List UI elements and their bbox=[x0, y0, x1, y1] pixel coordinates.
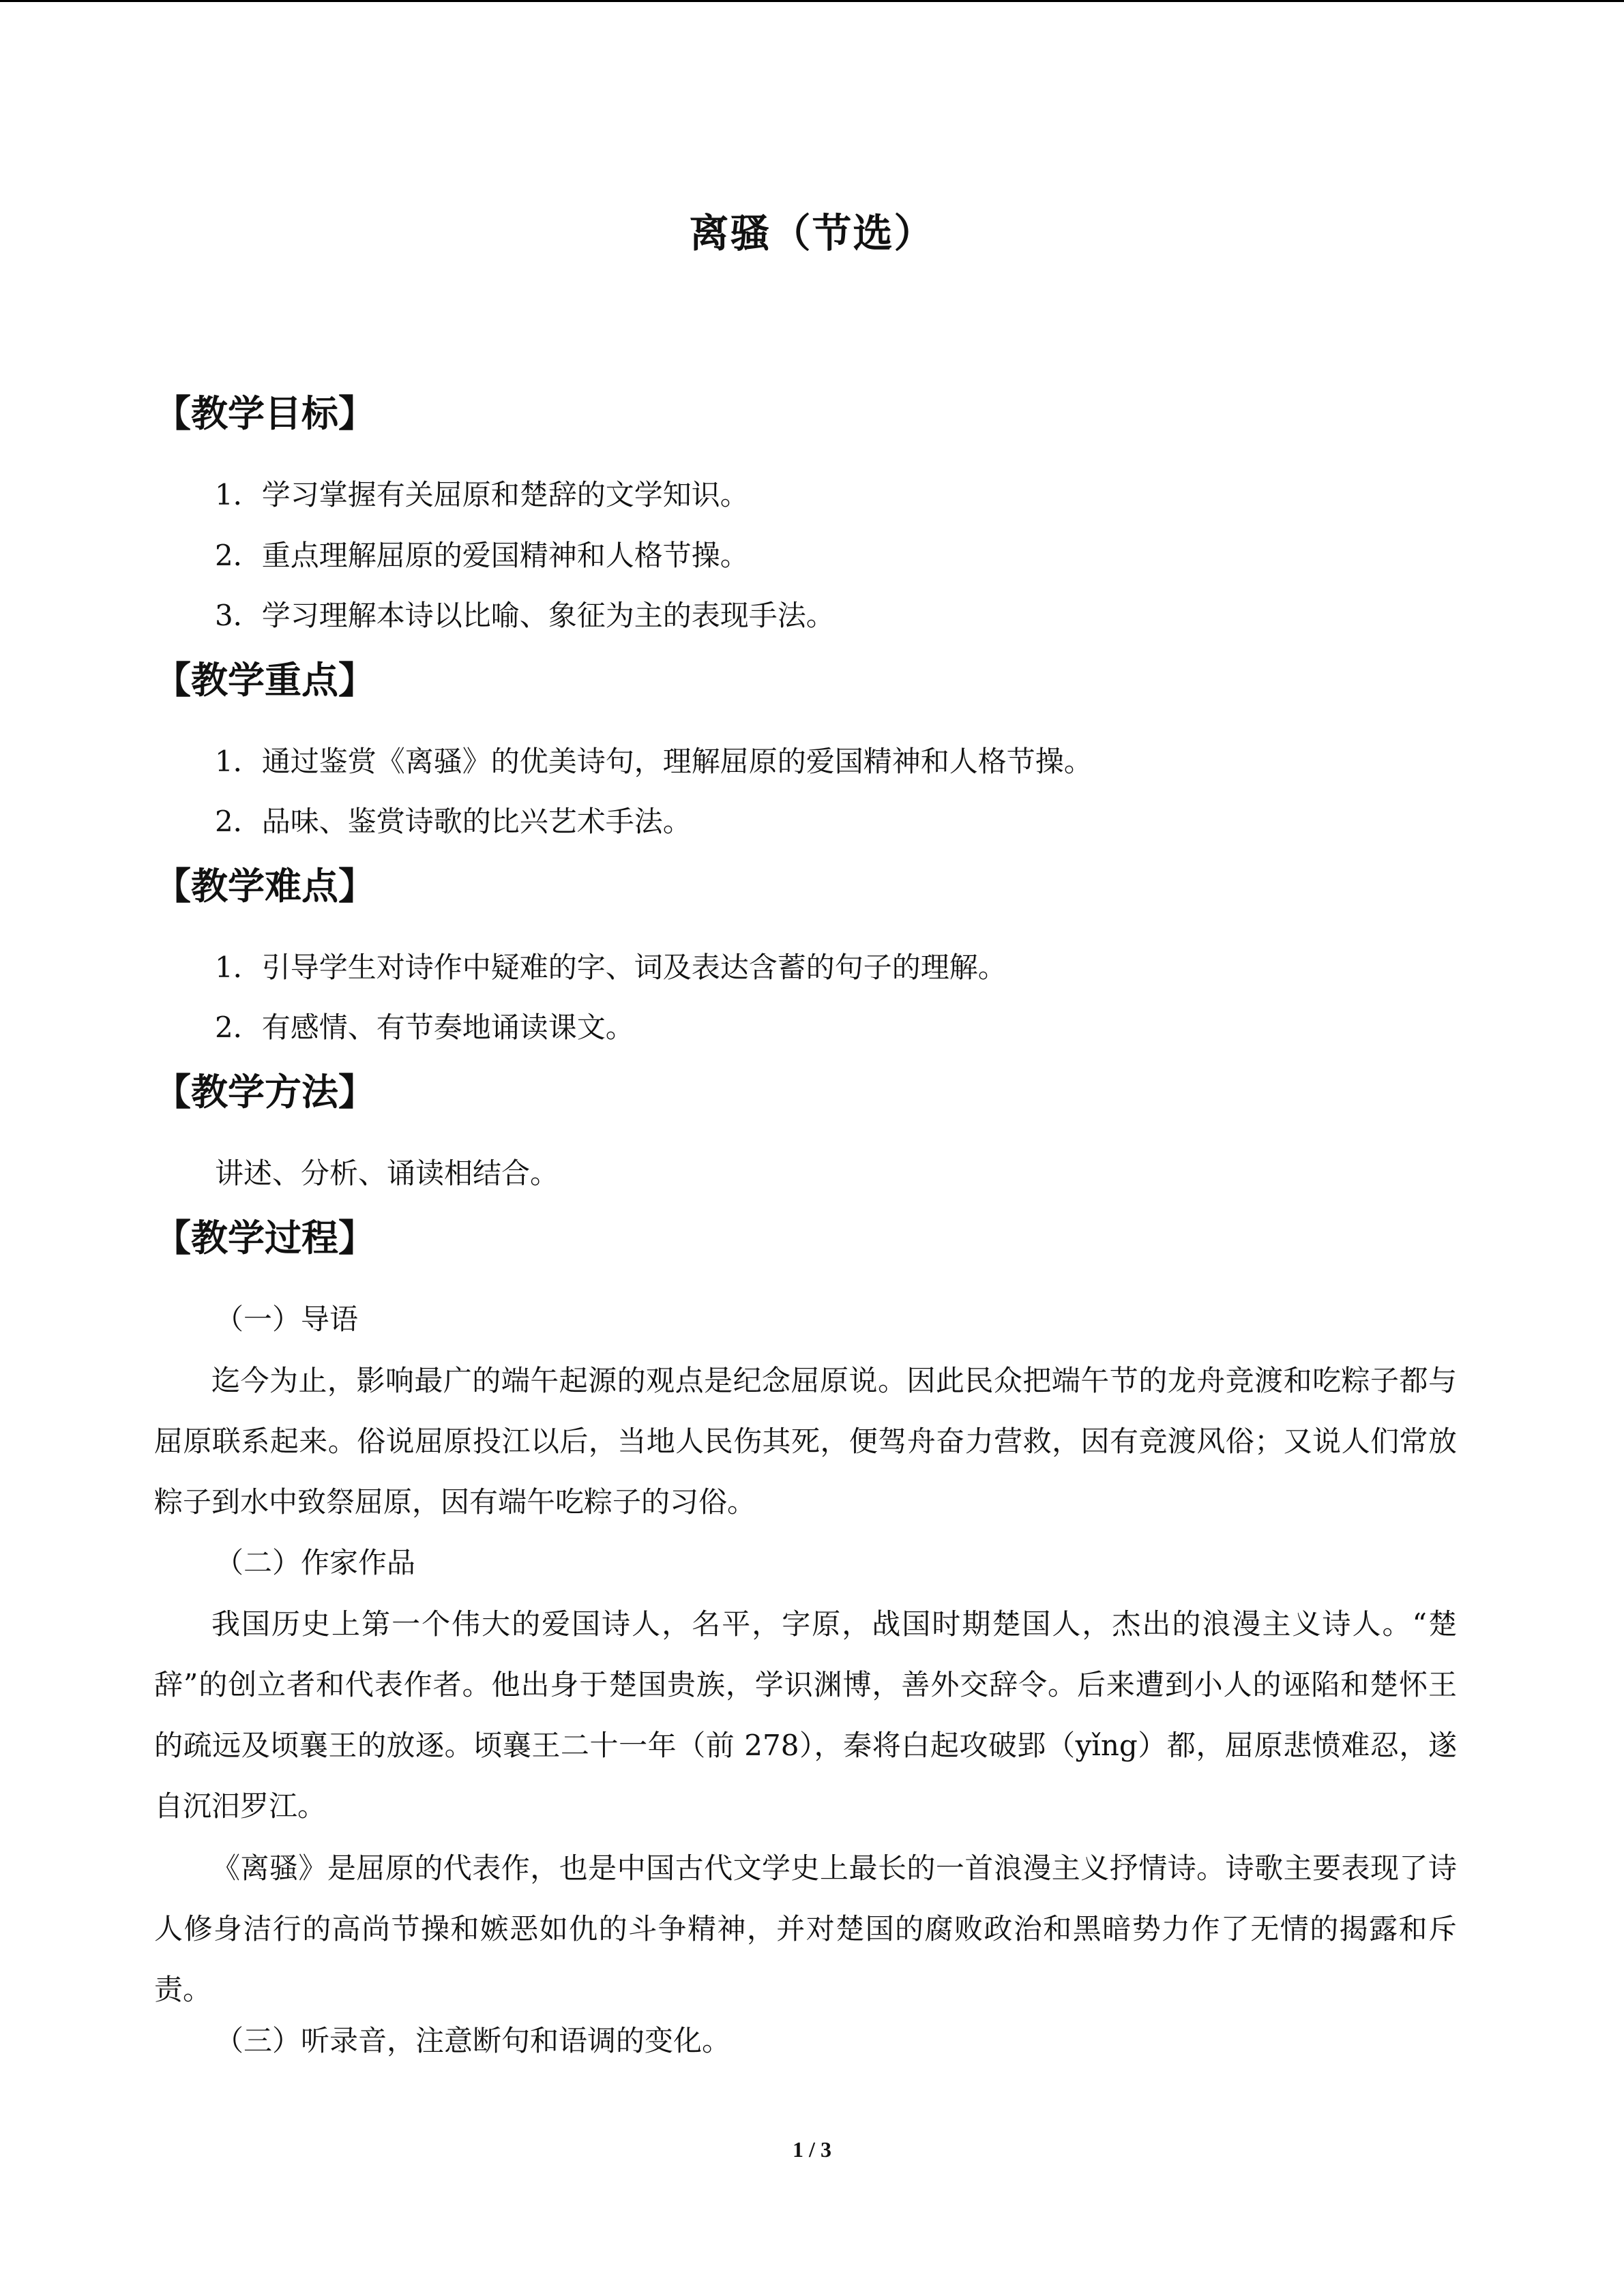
section-heading-difficulties: 【教学难点】 bbox=[154, 865, 375, 908]
process-step-2-paragraph-2: 《离骚》是屈原的代表作，也是中国古代文学史上最长的一首浪漫主义抒情诗。诗歌主要表现了诗人修身洁行的高尚节操和嫉恶如仇的斗争精神，并对楚国的腐败政治和黑暗势力作了无情的揭露和斥责。 bbox=[154, 1851, 1457, 2006]
key-point-item-2: 2．品味、鉴赏诗歌的比兴艺术手法。 bbox=[215, 805, 692, 838]
goal-item-1: 1．学习掌握有关屈原和楚辞的文学知识。 bbox=[215, 478, 749, 511]
section-heading-methods: 【教学方法】 bbox=[154, 1071, 375, 1114]
methods-text: 讲述、分析、诵读相结合。 bbox=[215, 1157, 559, 1190]
top-border-line bbox=[0, 0, 1624, 2]
section-heading-process: 【教学过程】 bbox=[154, 1217, 375, 1259]
page-number: 1 / 3 bbox=[793, 2137, 831, 2162]
goal-item-3: 3．学习理解本诗以比喻、象征为主的表现手法。 bbox=[215, 599, 835, 632]
goal-item-2: 2．重点理解屈原的爱国精神和人格节操。 bbox=[215, 539, 749, 572]
key-point-item-1: 1．通过鉴赏《离骚》的优美诗句，理解屈原的爱国精神和人格节操。 bbox=[215, 745, 1093, 778]
process-step-2-title: （二）作家作品 bbox=[215, 1546, 416, 1579]
process-step-3-title: （三）听录音，注意断句和语调的变化。 bbox=[215, 2024, 731, 2057]
process-step-2-paragraph-1: 我国历史上第一个伟大的爱国诗人，名平，字原，战国时期楚国人，杰出的浪漫主义诗人。“楚辞”的创立者和代表作者。他出身于楚国贵族，学识渊博，善外交辞令。后来遭到小人的诬陷和楚怀王的疏远及顷襄王的放逐。顷襄王二十一年（前 278），秦将白起攻破郢（yǐng）都，屈原悲愤难忍，遂自沉汨罗江。 bbox=[154, 1607, 1457, 1823]
process-step-1-title: （一）导语 bbox=[215, 1302, 359, 1336]
process-step-1-paragraph: 迄今为止，影响最广的端午起源的观点是纪念屈原说。因此民众把端午节的龙舟竞渡和吃粽子都与屈原联系起来。俗说屈原投江以后，当地人民伤其死，便驾舟奋力营救，因有竞渡风俗；又说人们常放粽子到水中致祭屈原，因有端午吃粽子的习俗。 bbox=[154, 1364, 1457, 1519]
difficulty-item-2: 2．有感情、有节奏地诵读课文。 bbox=[215, 1011, 634, 1044]
section-heading-goals: 【教学目标】 bbox=[154, 392, 375, 435]
section-heading-key-points: 【教学重点】 bbox=[154, 659, 375, 702]
difficulty-item-1: 1．引导学生对诗作中疑难的字、词及表达含蓄的句子的理解。 bbox=[215, 951, 1007, 984]
document-title: 离骚（节选） bbox=[689, 210, 935, 256]
